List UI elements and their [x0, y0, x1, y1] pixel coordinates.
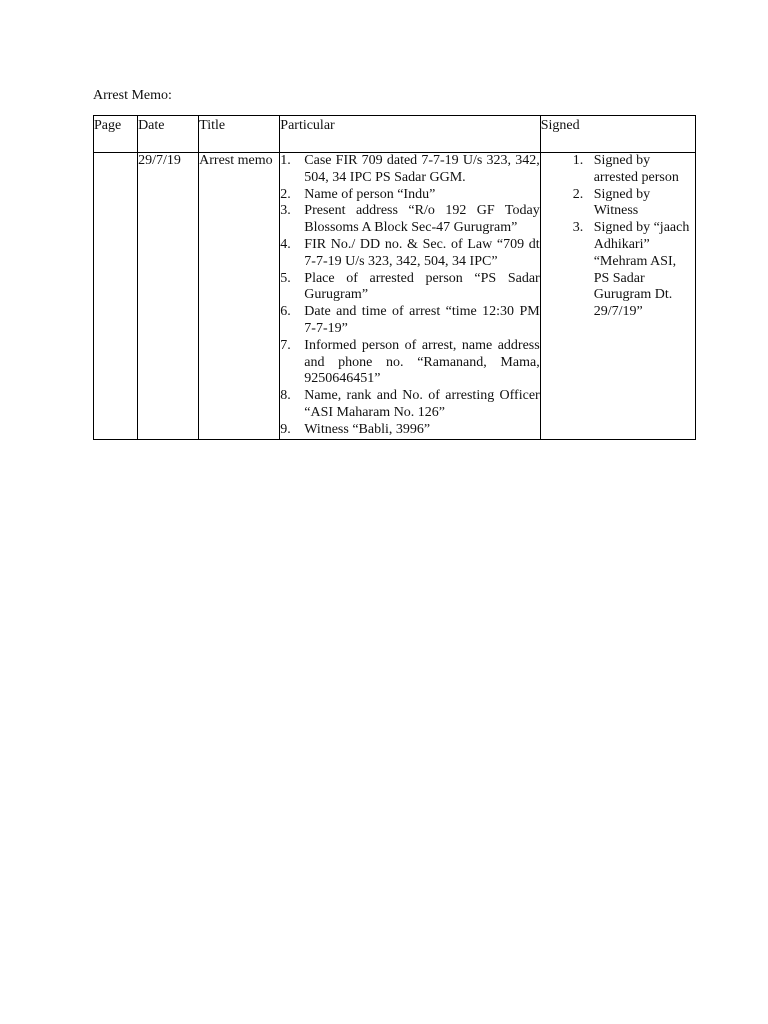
cell-date: 29/7/19	[138, 153, 199, 440]
table-row	[94, 153, 696, 440]
list-number: 1.	[572, 153, 584, 168]
list-item	[280, 187, 539, 204]
list-number: 4.	[280, 236, 291, 252]
document-heading: Arrest Memo:	[93, 88, 172, 103]
list-number: 2.	[572, 186, 584, 202]
list-item	[541, 220, 695, 321]
list-text: Place of arrested person “PS Sadar Gurugram”	[304, 270, 540, 303]
list-item	[541, 153, 695, 187]
list-number: 1.	[280, 153, 291, 168]
arrest-memo-table	[93, 115, 696, 440]
list-text: Signed by Witness	[593, 186, 651, 219]
list-number: 9.	[280, 421, 291, 437]
table-header-row	[94, 116, 696, 153]
list-item	[541, 187, 695, 221]
list-number: 6.	[280, 304, 291, 320]
list-text: Name, rank and No. of arresting Officer “ASI Maharam No. 126”	[304, 388, 540, 420]
list-text: Name of person “Indu”	[304, 186, 436, 202]
list-text: Informed person of arrest, name address and phone no. “Ramanand, Mama, 9250646451”	[304, 337, 540, 387]
list-text: Case FIR 709 dated 7-7-19 U/s 323, 342, 504, 34 IPC PS Sadar GGM.	[304, 153, 540, 185]
list-item	[280, 271, 539, 305]
list-item	[280, 203, 539, 237]
list-number: 3.	[280, 203, 291, 219]
cell-page	[94, 153, 138, 440]
cell-signed	[540, 153, 695, 440]
header-page: Page	[94, 116, 138, 153]
header-signed: Signed	[540, 116, 695, 153]
list-item	[280, 304, 539, 338]
list-text: Signed by arrested person	[593, 153, 679, 185]
cell-title: Arrest memo	[199, 153, 280, 440]
list-item	[280, 338, 539, 388]
cell-particular	[280, 153, 540, 440]
list-number: 2.	[280, 186, 291, 202]
list-text: Signed by “jaach Adhikari” “Mehram ASI, PS Sadar Gurugram Dt. 29/7/19”	[593, 220, 690, 320]
header-particular: Particular	[280, 116, 540, 153]
list-text: Witness “Babli, 3996”	[304, 421, 431, 437]
list-text: Present address “R/o 192 GF Today Blossoms A Block Sec-47 Gurugram”	[304, 203, 540, 236]
list-item	[280, 237, 539, 271]
header-date: Date	[138, 116, 199, 153]
list-number: 5.	[280, 270, 291, 286]
signatures-list	[541, 153, 695, 321]
header-title: Title	[199, 116, 280, 153]
list-text: FIR No./ DD no. & Sec. of Law “709 dt 7-7-19 U/s 323, 342, 504, 34 IPC”	[304, 236, 540, 269]
particulars-list	[280, 153, 539, 439]
list-number: 7.	[280, 337, 291, 353]
list-text: Date and time of arrest “time 12:30 PM 7-7-19”	[304, 304, 540, 336]
list-number: 3.	[572, 220, 584, 236]
list-item	[280, 153, 539, 187]
list-number: 8.	[280, 388, 291, 404]
list-item	[280, 388, 539, 422]
list-item	[280, 422, 539, 439]
